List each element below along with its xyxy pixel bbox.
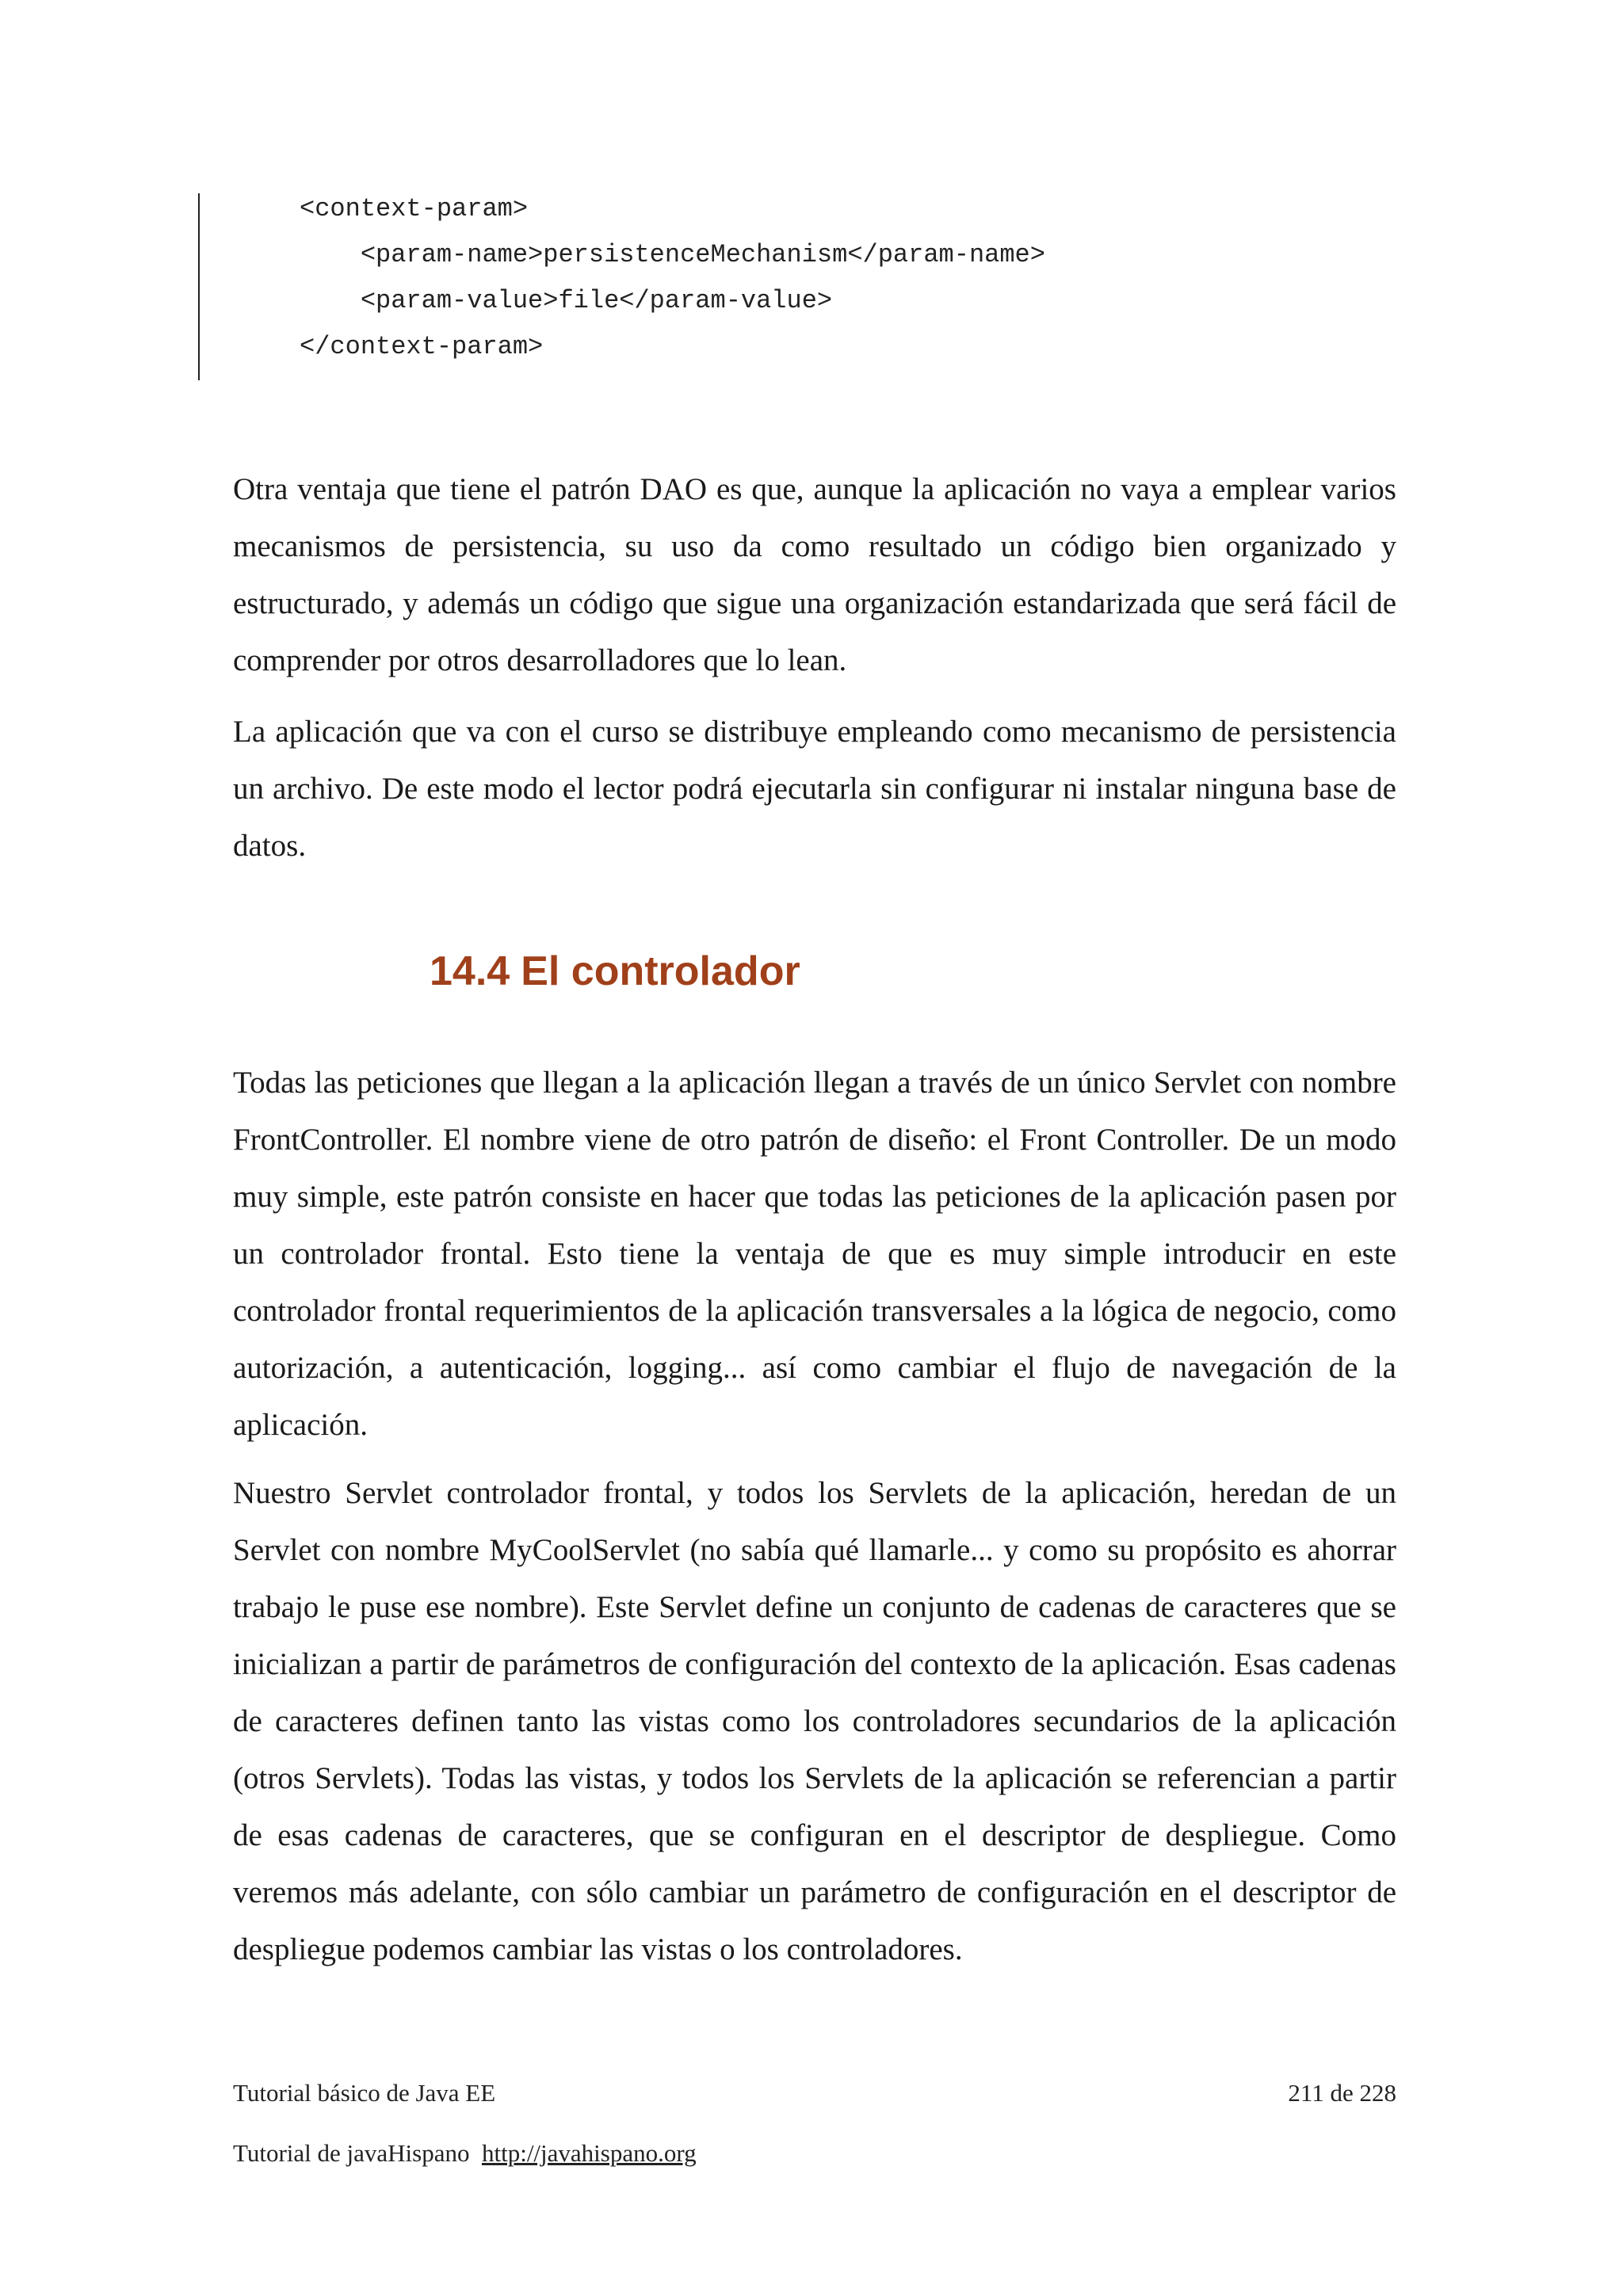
code-line: <param-value>file</param-value> bbox=[300, 286, 833, 315]
page-current: 211 bbox=[1288, 2079, 1324, 2107]
paragraph-course-app: La aplicación que va con el curso se distribuye empleando como mecanismo de persistencia un archivo. De este modo el lector podrá ejecutarla sin configurar ni instalar ninguna base de datos. bbox=[233, 715, 1396, 863]
section-heading bbox=[430, 943, 800, 1000]
footer-url-link[interactable]: http://javahispano.org bbox=[481, 2139, 697, 2167]
paragraph-front-controller: Todas las peticiones que llegan a la aplicación llegan a través de un único Servlet con nombre FrontController. El nombre viene de otro patrón de diseño: el Front Controller. De un modo muy simple, este patrón consiste en hacer que todas las peticiones de la aplicación pasen por un controlador frontal. Esto tiene la ventaja de que es muy simple introducir en este controlador frontal requerimientos de la aplicación transversales a la lógica de negocio, como autorización, a autenticación, logging... así como cambiar el flujo de navegación de la aplicación. bbox=[233, 1066, 1396, 1442]
footer-publisher: Tutorial de javaHispano bbox=[233, 2139, 470, 2167]
paragraph-dao-advantage: Otra ventaja que tiene el patrón DAO es que, aunque la aplicación no vaya a emplear varios mecanismos de persistencia, su uso da como resultado un código bien organizado y estructurado, y además un código que sigue una organización estandarizada que será fácil de comprender por otros desarrolladores que lo lean. bbox=[233, 472, 1396, 677]
code-line: <param-name>persistenceMechanism</param-name> bbox=[300, 240, 1045, 269]
footer-page-number bbox=[1288, 2077, 1396, 2109]
code-line: </context-param> bbox=[300, 332, 544, 361]
paragraph-mycoolservlet: Nuestro Servlet controlador frontal, y todos los Servlets de la aplicación, heredan de un Servlet con nombre MyCoolServlet (no sabía qué llamarle... y como su propósito es ahorrar trabajo le puse ese nombre). Este Servlet define un conjunto de cadenas de caracteres que se inicializan a partir de parámetros de configuración del contexto de la aplicación. Esas cadenas de caracteres definen tanto las vistas como los controladores secundarios de la aplicación (otros Servlets). Todas las vistas, y todos los Servlets de la aplicación se referencian a partir de esas cadenas de caracteres, que se configuran en el descriptor de despliegue. Como veremos más adelante, con sólo cambiar un parámetro de configuración en el descriptor de despliegue podemos cambiar las vistas o los controladores. bbox=[233, 1476, 1396, 1966]
code-line: <context-param> bbox=[300, 194, 529, 223]
section-number: 14.4 bbox=[430, 948, 510, 994]
code-block bbox=[198, 193, 1151, 380]
footer-publisher-line bbox=[233, 2138, 697, 2169]
page-of: de bbox=[1330, 2079, 1354, 2107]
page-total: 228 bbox=[1359, 2079, 1396, 2107]
footer-book-title: Tutorial básico de Java EE bbox=[233, 2079, 496, 2107]
section-title-text: El controlador bbox=[521, 948, 800, 994]
